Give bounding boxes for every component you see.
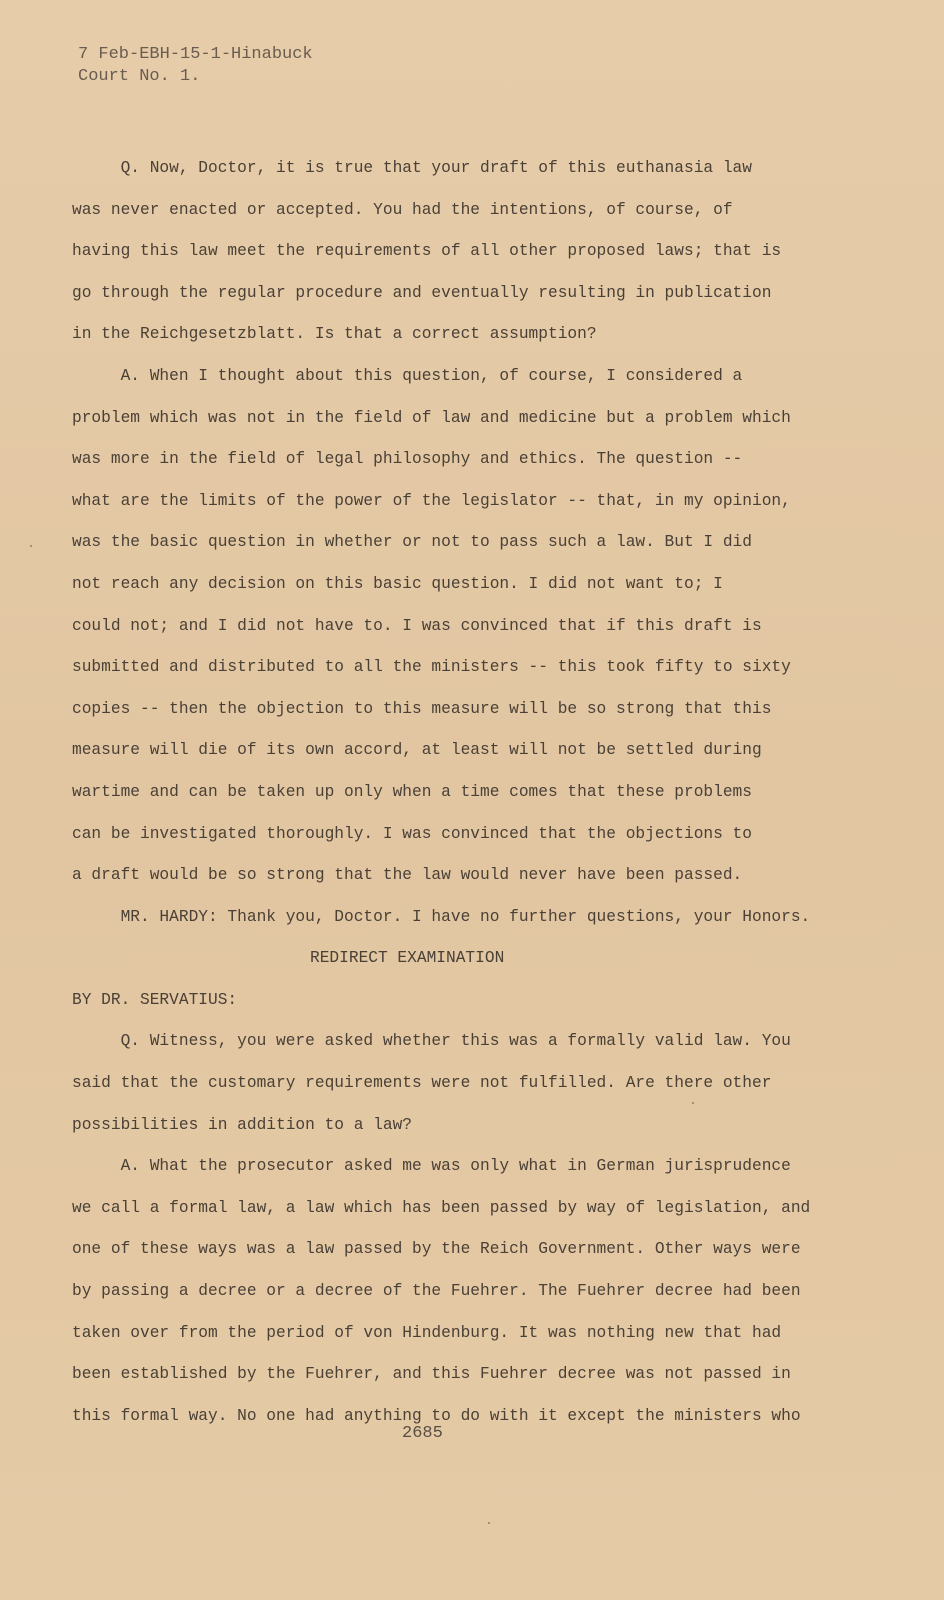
transcript-line: submitted and distributed to all the ministers -- this took fifty to sixty	[72, 658, 791, 677]
transcript-line: we call a formal law, a law which has been passed by way of legislation, and	[72, 1198, 811, 1217]
transcript-line: a draft would be so strong that the law would never have been passed.	[72, 866, 743, 885]
transcript-line: measure will die of its own accord, at least will not be settled during	[72, 741, 762, 760]
transcript-line: problem which was not in the field of law and medicine but a problem which	[72, 408, 791, 427]
paper-speck	[488, 1522, 490, 1524]
header-court-line: Court No. 1.	[78, 67, 201, 86]
transcript-body	[72, 148, 862, 1437]
transcript-line: BY DR. SERVATIUS:	[72, 990, 238, 1009]
transcript-line: A. When I thought about this question, of course, I considered a	[72, 366, 743, 385]
transcript-line: was more in the field of legal philosophy and ethics. The question --	[72, 450, 743, 469]
transcript-line: go through the regular procedure and eventually resulting in publication	[72, 283, 772, 302]
transcript-line: wartime and can be taken up only when a time comes that these problems	[72, 782, 752, 801]
transcript-line: having this law meet the requirements of all other proposed laws; that is	[72, 242, 782, 261]
transcript-line: MR. HARDY: Thank you, Doctor. I have no further questions, your Honors.	[72, 907, 811, 926]
transcript-line: in the Reichgesetzblatt. Is that a correct assumption?	[72, 325, 597, 344]
transcript-line: what are the limits of the power of the legislator -- that, in my opinion,	[72, 491, 791, 510]
document-header	[78, 44, 313, 88]
transcript-line: this formal way. No one had anything to do with it except the ministers who	[72, 1406, 801, 1425]
paper-speck	[692, 1102, 694, 1104]
transcript-line: one of these ways was a law passed by the Reich Government. Other ways were	[72, 1240, 801, 1259]
transcript-line: taken over from the period of von Hindenburg. It was nothing new that had	[72, 1323, 782, 1342]
paper-speck	[30, 545, 32, 547]
transcript-line: Q. Witness, you were asked whether this was a formally valid law. You	[72, 1032, 791, 1051]
header-session-line: 7 Feb-EBH-15-1-Hinabuck	[78, 45, 313, 64]
transcript-line: by passing a decree or a decree of the Fuehrer. The Fuehrer decree had been	[72, 1282, 801, 1301]
transcript-line: copies -- then the objection to this measure will be so strong that this	[72, 699, 772, 718]
transcript-line: was never enacted or accepted. You had the intentions, of course, of	[72, 200, 733, 219]
transcript-line: can be investigated thoroughly. I was convinced that the objections to	[72, 824, 752, 843]
transcript-line: possibilities in addition to a law?	[72, 1115, 412, 1134]
transcript-line: Q. Now, Doctor, it is true that your draft of this euthanasia law	[72, 159, 752, 177]
transcript-line: A. What the prosecutor asked me was only what in German jurisprudence	[72, 1157, 791, 1176]
transcript-line: been established by the Fuehrer, and this Fuehrer decree was not passed in	[72, 1365, 791, 1384]
transcript-line: could not; and I did not have to. I was convinced that if this draft is	[72, 616, 762, 635]
section-heading: REDIRECT EXAMINATION	[310, 949, 505, 968]
transcript-line: was the basic question in whether or not to pass such a law. But I did	[72, 533, 752, 552]
page-number: 2685	[402, 1424, 443, 1443]
transcript-line: said that the customary requirements were not fulfilled. Are there other	[72, 1074, 772, 1093]
transcript-line: not reach any decision on this basic question. I did not want to; I	[72, 574, 723, 593]
